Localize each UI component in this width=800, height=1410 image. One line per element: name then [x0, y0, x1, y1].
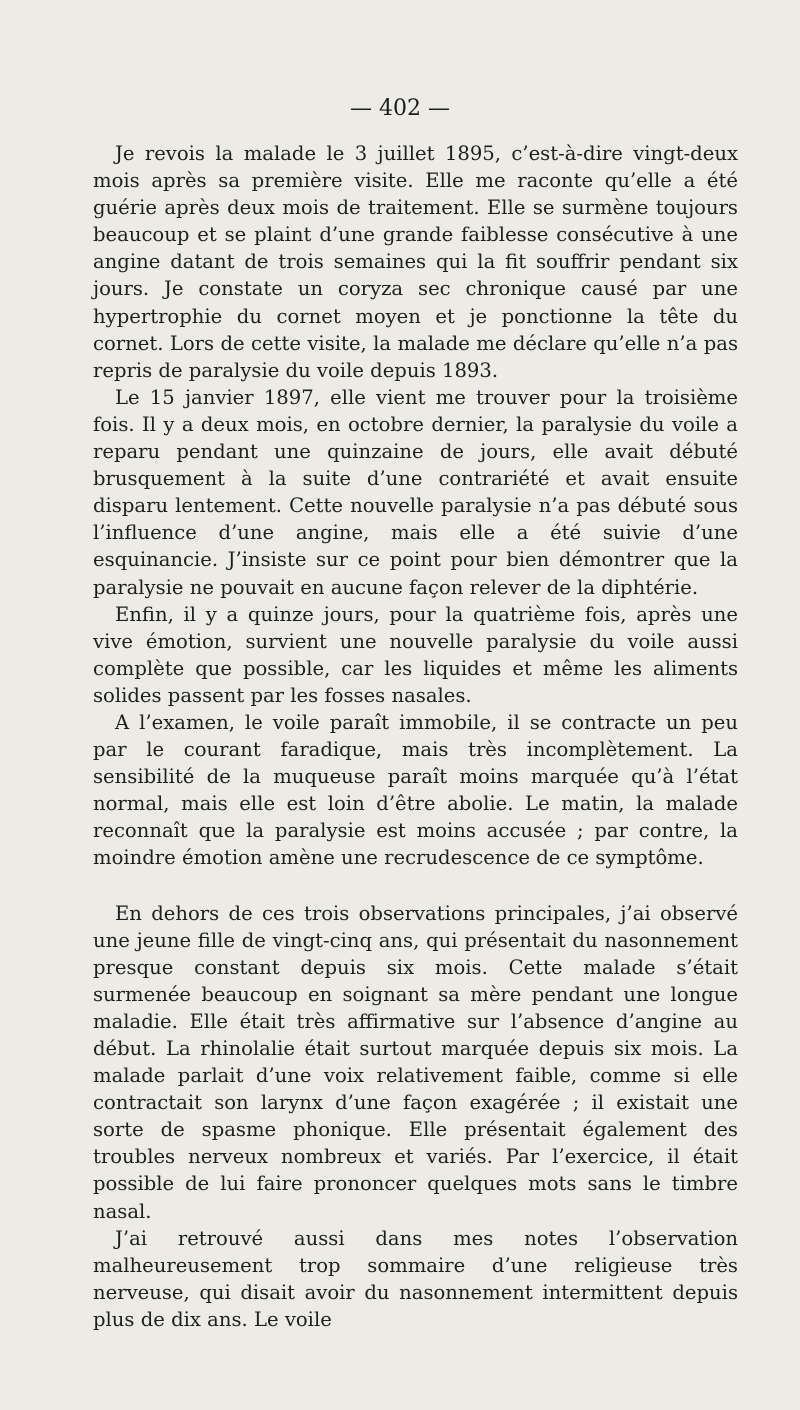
- body-text: [93, 140, 738, 1333]
- paragraph: Enfin, il y a quinze jours, pour la quatrième fois, après une vive émotion, survient une nouvelle paralysie du voile aussi complète que possible, car les liquides et même les aliments solides passent par les fosses nasales.: [93, 602, 738, 707]
- paragraph: Je revois la malade le 3 juillet 1895, c’est-à-dire vingt-deux mois après sa première visite. Elle me raconte qu’elle a été guérie après deux mois de traitement. Elle se surmène toujours beaucoup et se plaint d’une grande faiblesse consécutive à une angine datant de trois semaines qui la fit souffrir pendant six jours. Je constate un coryza sec chronique causé par une hypertrophie du cornet moyen et je ponctionne la tête du cornet. Lors de cette visite, la malade me déclare qu’elle n’a pas repris de paralysie du voile depuis 1893.: [93, 142, 738, 382]
- page-number: — 402 —: [350, 96, 450, 121]
- paragraph: Le 15 janvier 1897, elle vient me trouver pour la troisième fois. Il y a deux mois, en octobre dernier, la paralysie du voile a reparu pendant une quinzaine de jours, elle avait débuté brusquement à la suite d’une contrariété et avait ensuite disparu lentement. Cette nouvelle paralysie n’a pas débuté sous l’influence d’une angine, mais elle a été suivie d’une esquinancie. J’insiste sur ce point pour bien démontrer que la paralysie ne pouvait en aucune façon relever de la diphtérie.: [93, 385, 738, 599]
- paragraph: En dehors de ces trois observations principales, j’ai observé une jeune fille de vingt-cinq ans, qui présentait du nasonnement presque constant depuis six mois. Cette malade s’était surmenée beaucoup en soignant sa mère pendant une longue maladie. Elle était très affirmative sur l’absence d’angine au début. La rhinolalie était surtout marquée depuis six mois. La malade parlait d’une voix relativement faible, comme si elle contractait son larynx d’une façon exagérée ; il existait une sorte de spasme phonique. Elle présentait également des troubles nerveux nombreux et variés. Par l’exercice, il était possible de lui faire prononcer quelques mots sans le timbre nasal.: [93, 901, 738, 1223]
- paragraph: J’ai retrouvé aussi dans mes notes l’observation malheureusement trop sommaire d’une religieuse très nerveuse, qui disait avoir du nasonnement intermittent depuis plus de dix ans. Le voile: [93, 1226, 738, 1331]
- paragraph: A l’examen, le voile paraît immobile, il se contracte un peu par le courant faradique, mais très incomplètement. La sensibilité de la muqueuse paraît moins marquée qu’à l’état normal, mais elle est loin d’être abolie. Le matin, la malade reconnaît que la paralysie est moins accusée ; par contre, la moindre émotion amène une recrudescence de ce symptôme.: [93, 710, 738, 870]
